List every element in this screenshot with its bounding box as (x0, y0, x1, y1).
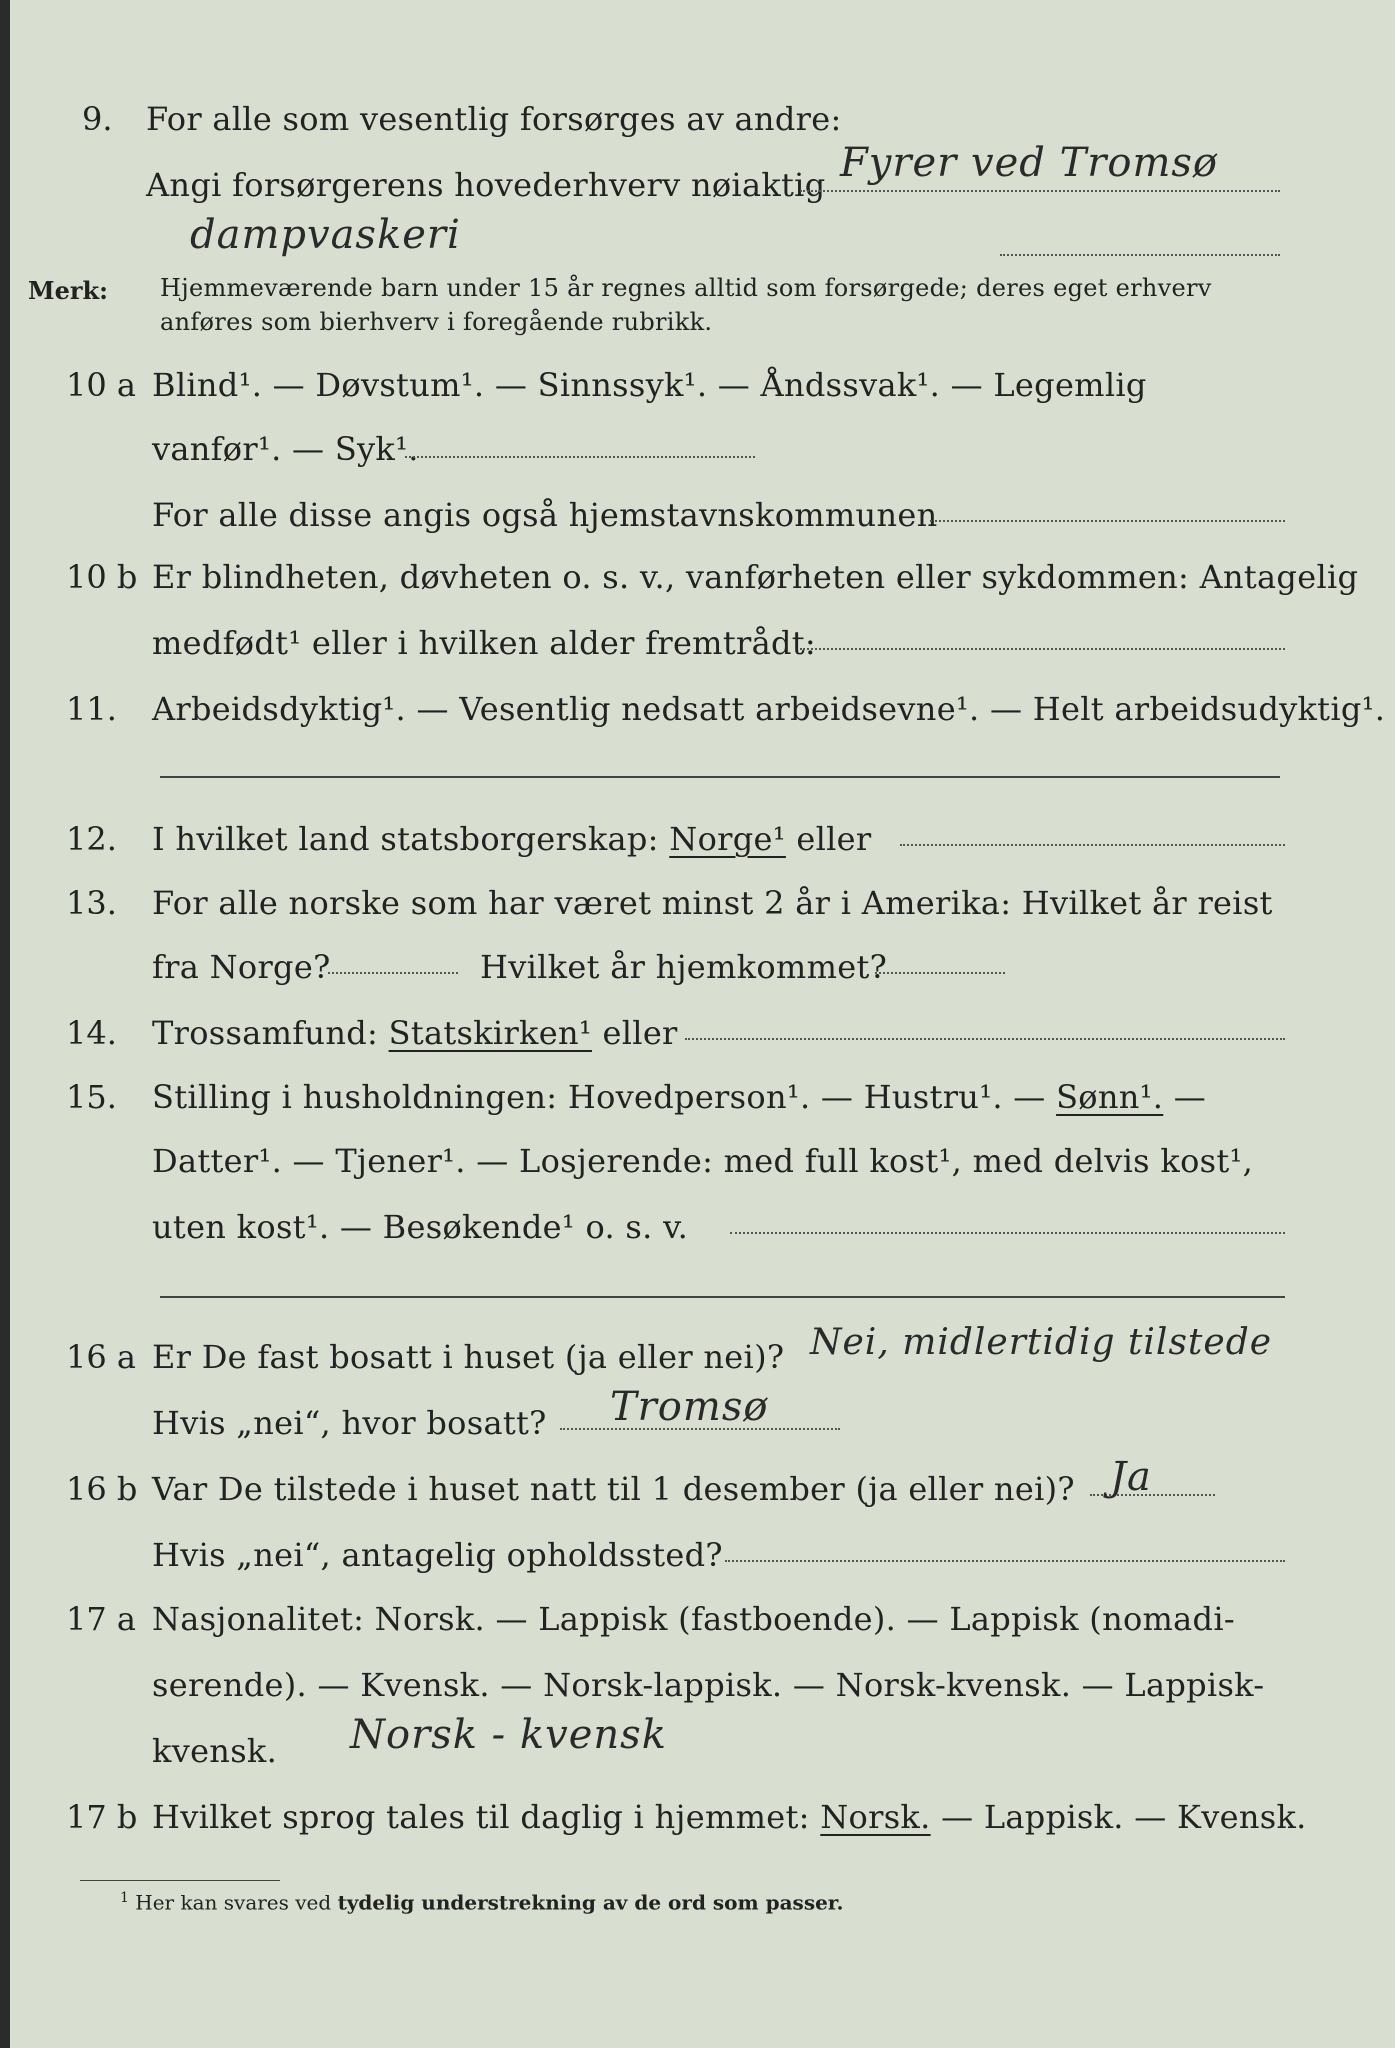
q11-line1: Arbeidsdyktig¹. — Vesentlig nedsatt arbeidsevne¹. — Helt arbeidsudyktig¹. (152, 690, 1386, 728)
merk-label: Merk: (28, 276, 108, 305)
q12-underlined-norge: Norge¹ (669, 820, 786, 858)
q17b-suffix: — Lappisk. — Kvensk. (941, 1798, 1307, 1836)
footnote-bold-text: tydelig understrekning av de ord som passer. (337, 1890, 844, 1915)
q17a-line1: Nasjonalitet: Norsk. — Lappisk (fastboende). — Lappisk (nomadi- (152, 1600, 1235, 1638)
q15-line1 (152, 1078, 1206, 1116)
q14-suffix: eller (602, 1014, 678, 1052)
q12-number: 12. (66, 820, 117, 858)
q17b-number: 17 b (66, 1798, 138, 1836)
q14-answer-line (685, 1038, 1285, 1040)
q9-line2: Angi forsørgerens hovederhverv nøiaktig (146, 166, 826, 204)
q17b-underlined-norsk: Norsk. (820, 1798, 931, 1836)
q17a-line2: serende). — Kvensk. — Norsk-lappisk. — Norsk-kvensk. — Lappisk- (152, 1666, 1265, 1704)
q10b-line1: Er blindheten, døvheten o. s. v., vanførheten eller sykdommen: Antagelig (152, 558, 1359, 596)
footnote-separator (80, 1880, 280, 1881)
q10a-line1: Blind¹. — Døvstum¹. — Sinnssyk¹. — Åndssvak¹. — Legemlig (152, 366, 1147, 404)
q13-line2a: fra Norge? (152, 948, 331, 986)
q10a-line2: vanfør¹. — Syk¹. (152, 430, 419, 468)
q16b-line1: Var De tilstede i huset natt til 1 desember (ja eller nei)? (152, 1470, 1075, 1508)
merk-line1: Hjemmeværende barn under 15 år regnes alltid som forsørgede; deres eget erhverv (160, 274, 1212, 302)
q9-handwritten-answer2: dampvaskeri (190, 212, 461, 258)
q14-line (152, 1014, 678, 1052)
q16a-line1: Er De fast bosatt i huset (ja eller nei)? (152, 1338, 785, 1376)
q13-line1: For alle norske som har været minst 2 år i Amerika: Hvilket år reist (152, 884, 1273, 922)
q10b-answer-line (800, 648, 1285, 650)
q12-prefix: I hvilket land statsborgerskap: (152, 820, 659, 858)
q17a-line3: kvensk. (152, 1732, 278, 1770)
q12-suffix: eller (796, 820, 872, 858)
q9-number: 9. (82, 100, 113, 138)
q15-answer-line2 (160, 1296, 1285, 1298)
census-form-page (10, 0, 1395, 2048)
q13-answer-line2 (875, 972, 1005, 974)
q10b-number: 10 b (66, 558, 138, 596)
q9-answer-line2 (1000, 254, 1280, 256)
q13-number: 13. (66, 884, 117, 922)
merk-line2: anføres som bierhverv i foregående rubrikk. (160, 308, 713, 336)
q10b-line2: medfødt¹ eller i hvilken alder fremtrådt: (152, 624, 816, 662)
q15-underlined-sonn: Sønn¹. (1056, 1078, 1164, 1116)
q15-answer-line1 (730, 1232, 1285, 1234)
q9-answer-line1 (800, 190, 1280, 192)
q16a-handwritten-answer2: Tromsø (610, 1384, 769, 1430)
q16a-line2: Hvis „nei“, hvor bosatt? (152, 1404, 547, 1442)
q11-answer-line (160, 776, 1280, 778)
q15-number: 15. (66, 1078, 117, 1116)
q10a-line3: For alle disse angis også hjemstavnskommunen (152, 496, 938, 534)
footnote-mark: 1 (120, 1890, 129, 1906)
q15-line1a: Stilling i husholdningen: Hovedperson¹. — Hustru¹. — (152, 1078, 1046, 1116)
q16b-handwritten-answer1: Ja (1110, 1454, 1152, 1500)
footnote-text: Her kan svares ved (135, 1890, 332, 1915)
q17a-handwritten-answer: Norsk - kvensk (350, 1712, 667, 1758)
q9-handwritten-answer1: Fyrer ved Tromsø (840, 140, 1218, 186)
q15-line2: Datter¹. — Tjener¹. — Losjerende: med full kost¹, med delvis kost¹, (152, 1142, 1254, 1180)
q12-answer-line (900, 844, 1285, 846)
q10a-number: 10 a (66, 366, 136, 404)
q14-underlined-statskirken: Statskirken¹ (388, 1014, 593, 1052)
footnote (120, 1890, 843, 1915)
q16b-answer-line2 (725, 1560, 1285, 1562)
q16a-handwritten-answer1: Nei, midlertidig tilstede (810, 1322, 1273, 1363)
q9-line1: For alle som vesentlig forsørges av andre: (146, 100, 842, 138)
q12-line (152, 820, 872, 858)
q15-line1b: — (1173, 1078, 1207, 1116)
q14-number: 14. (66, 1014, 117, 1052)
q16b-answer-line1 (1090, 1494, 1215, 1496)
q10a-answer-line1 (405, 456, 755, 458)
q11-number: 11. (66, 690, 117, 728)
q13-line2b: Hvilket år hjemkommet? (480, 948, 888, 986)
q16b-number: 16 b (66, 1470, 138, 1508)
q15-line3: uten kost¹. — Besøkende¹ o. s. v. (152, 1208, 689, 1246)
q16b-line2: Hvis „nei“, antagelig opholdssted? (152, 1536, 723, 1574)
q17a-number: 17 a (66, 1600, 136, 1638)
q17b-line (152, 1798, 1307, 1836)
q13-answer-line1 (328, 972, 458, 974)
q10a-answer-line2 (930, 520, 1285, 522)
q14-prefix: Trossamfund: (152, 1014, 379, 1052)
q16a-number: 16 a (66, 1338, 136, 1376)
q17b-prefix: Hvilket sprog tales til daglig i hjemmet: (152, 1798, 810, 1836)
